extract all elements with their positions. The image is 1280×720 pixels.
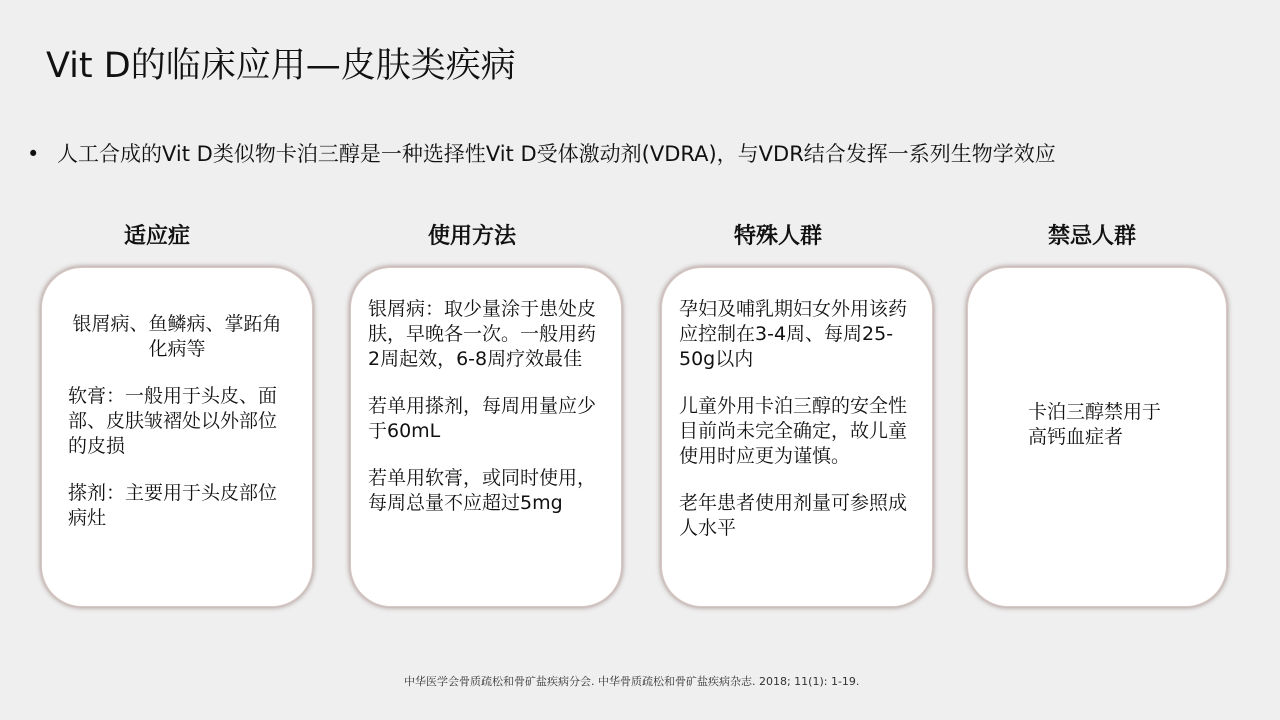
card-usage — [351, 268, 621, 606]
card-indications — [42, 268, 312, 606]
indications-paragraph: 软膏：一般用于头皮、面部、皮肤皱褶处以外部位的皮损 — [68, 385, 278, 457]
indications-paragraph: 银屑病、鱼鳞病、掌跖角化病等 — [72, 313, 282, 360]
reference-footnote: 中华医学会骨质疏松和骨矿盐疾病分会. 中华骨质疏松和骨矿盐疾病杂志. 2018; 11(1): 1-19. — [404, 675, 860, 688]
heading-usage: 使用方法 — [427, 224, 516, 249]
bullet-text: 人工合成的Vit D类似物卡泊三醇是一种选择性Vit D受体激动剂(VDRA)，与VDR结合发挥一系列生物学效应 — [57, 142, 1056, 166]
special-population-paragraph: 老年患者使用剂量可参照成人水平 — [679, 492, 908, 539]
bullet-point — [27, 138, 1056, 170]
bullet-marker: • — [27, 142, 40, 166]
card-special-population — [662, 268, 932, 606]
heading-contraindications: 禁忌人群 — [1047, 224, 1136, 249]
indications-paragraph: 搽剂：主要用于头皮部位病灶 — [68, 482, 278, 529]
card-contraindications — [968, 268, 1226, 606]
heading-indications: 适应症 — [123, 224, 190, 249]
usage-paragraph: 银屑病：取少量涂于患处皮肤，早晚各一次。一般用药2周起效，6-8周疗效最佳 — [368, 298, 597, 370]
special-population-paragraph: 孕妇及哺乳期妇女外用该药应控制在3-4周、每周25-50g以内 — [679, 298, 908, 370]
usage-paragraph: 若单用软膏，或同时使用，每周总量不应超过5mg — [368, 467, 597, 514]
slide-title: Vit D的临床应用—皮肤类疾病 — [46, 46, 516, 86]
contraindications-paragraph: 卡泊三醇禁用于高钙血症者 — [1028, 401, 1162, 448]
usage-paragraph: 若单用搽剂，每周用量应少于60mL — [368, 395, 597, 442]
special-population-paragraph: 儿童外用卡泊三醇的安全性目前尚未完全确定，故儿童使用时应更为谨慎。 — [679, 395, 908, 467]
heading-special-population: 特殊人群 — [733, 224, 822, 249]
